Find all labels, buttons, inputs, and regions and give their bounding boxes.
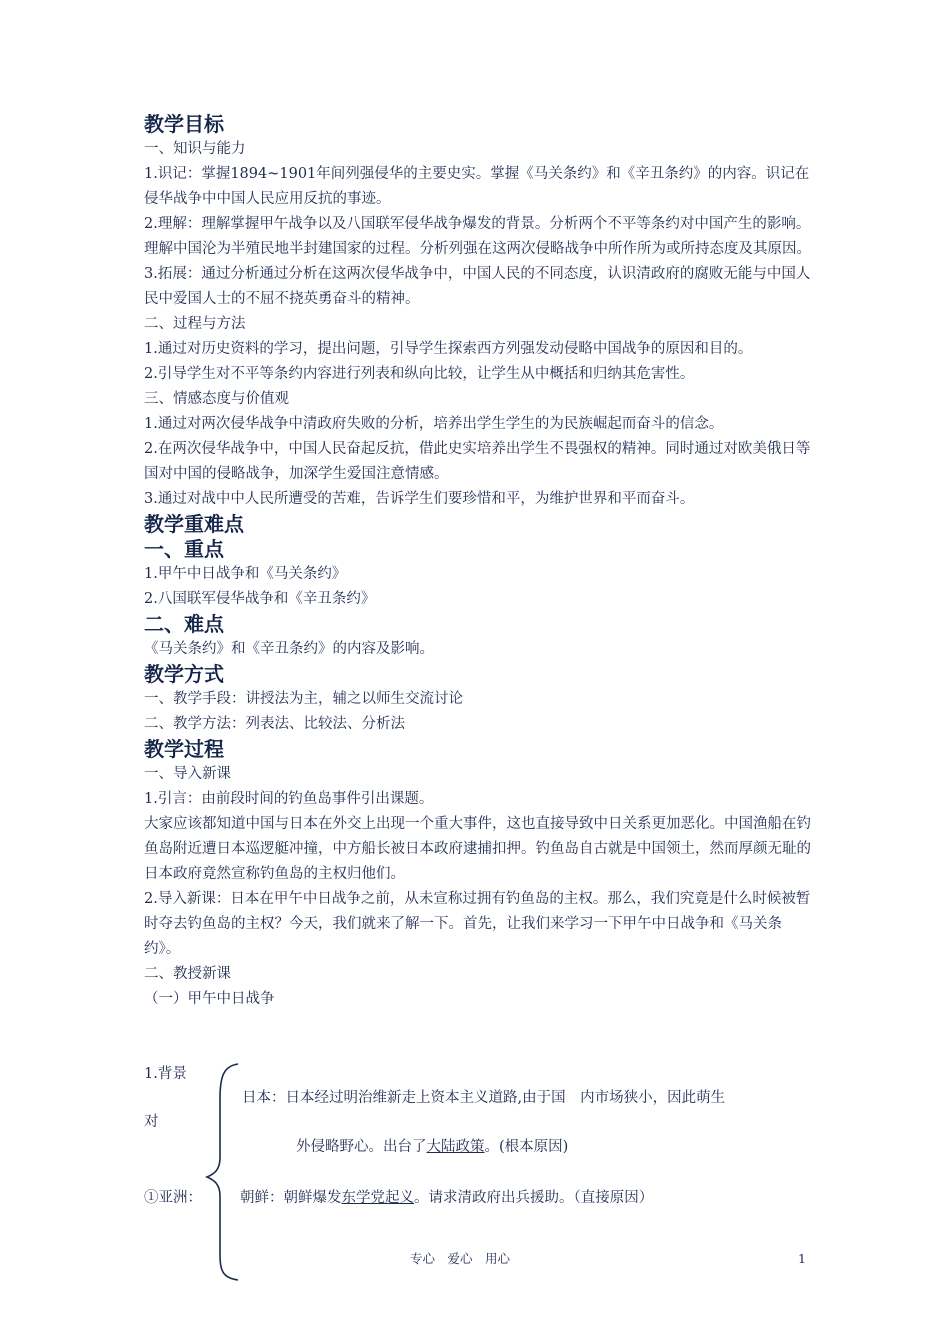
list-item: 一、教学手段：讲授法为主，辅之以师生交流讨论 xyxy=(144,691,463,707)
list-item: 二、教学方法：列表法、比较法、分析法 xyxy=(144,716,405,732)
heading-teaching-methods: 教学方式 xyxy=(144,662,224,686)
dui-char: 对 xyxy=(144,1114,159,1130)
paragraph: 3.通过对战中中人民所遭受的苦难，告诉学生们要珍惜和平，为维护世界和平而奋斗。 xyxy=(144,491,695,507)
paragraph: 1.识记：掌握1894~1901年间列强侵华的主要史实。掌握《马关条约》和《辛丑条约》的内容。识记在侵华战争中中国人民应用反抗的事迹。 xyxy=(144,166,810,207)
korea-line: 朝鲜：朝鲜爆发东学党起义。请求清政府出兵援助。（直接原因） xyxy=(240,1190,654,1206)
paragraph: 大家应该都知道中国与日本在外交上出现一个重大事件，这也直接导致中日关系更加恶化。中国渔船在钓鱼岛附近遭日本巡逻艇冲撞，中方船长被日本政府逮捕扣押。钓鱼岛自古就是中国领土，然而厚颜无耻的日本政府竟然宣称钓鱼岛的主权归他们。 xyxy=(144,816,811,882)
footer-motto: 专心 爱心 用心 xyxy=(410,1251,511,1266)
paragraph: 2.引导学生对不平等条约内容进行列表和纵向比较，让学生从中概括和归纳其危害性。 xyxy=(144,366,695,382)
paragraph: 1.通过对两次侵华战争中清政府失败的分析，培养出学生学生的为民族崛起而奋斗的信念。 xyxy=(144,416,724,432)
heading-difficulty: 二、难点 xyxy=(144,612,224,636)
subheading: 三、情感态度与价值观 xyxy=(144,391,289,407)
heading-key: 一、重点 xyxy=(144,537,224,561)
asia-label: ①亚洲： xyxy=(144,1190,202,1206)
paragraph: 3.拓展：通过分析通过分析在这两次侵华战争中，中国人民的不同态度，认识清政府的腐败无能与中国人民中爱国人士的不屈不挠英勇奋斗的精神。 xyxy=(144,266,811,307)
heading-teaching-process: 教学过程 xyxy=(144,737,224,761)
paragraph: 2.导入新课：日本在甲午中日战争之前，从未宣称过拥有钓鱼岛的主权。那么，我们究竟是什么时候被暂时夺去钓鱼岛的主权？今天，我们就来了解一下。首先，让我们来学习一下甲午中日战争和《马关条约》。 xyxy=(144,891,811,957)
continental-policy-link: 大陆政策 xyxy=(426,1139,485,1155)
heading-teaching-goals: 教学目标 xyxy=(144,112,224,136)
list-item: 1.甲午中日战争和《马关条约》 xyxy=(144,566,347,582)
subheading: 一、知识与能力 xyxy=(144,141,246,157)
donghak-uprising-link: 东学党起义 xyxy=(341,1190,414,1206)
paragraph: 1.引言：由前段时间的钓鱼岛事件引出课题。 xyxy=(144,791,434,807)
subheading: 一、导入新课 xyxy=(144,766,231,782)
paragraph: 《马关条约》和《辛丑条约》的内容及影响。 xyxy=(144,641,434,657)
paragraph: 2.理解：理解掌握甲午战争以及八国联军侵华战争爆发的背景。分析两个不平等条约对中国产生的影响。理解中国沦为半殖民地半封建国家的过程。分析列强在这两次侵略战争中所作所为或所持态度及其原因。 xyxy=(144,216,811,257)
heading-key-points: 教学重难点 xyxy=(144,512,244,536)
japan-line-2: 外侵略野心。出台了大陆政策。(根本原因) xyxy=(296,1139,569,1155)
page-footer xyxy=(0,1246,950,1271)
subheading: 二、过程与方法 xyxy=(144,316,246,332)
subheading: 二、教授新课 xyxy=(144,966,231,982)
list-item: 2.八国联军侵华战争和《辛丑条约》 xyxy=(144,591,376,607)
subheading: （一）甲午中日战争 xyxy=(144,991,275,1007)
paragraph: 2.在两次侵华战争中，中国人民奋起反抗，借此史实培养出学生不畏强权的精神。同时通过对欧美俄日等国对中国的侵略战争，加深学生爱国注意情感。 xyxy=(144,441,811,482)
japan-line-1: 日本：日本经过明治维新走上资本主义道路,由于国 内市场狭小，因此萌生 xyxy=(242,1090,726,1106)
background-label: 1.背景 xyxy=(144,1066,187,1082)
page-number: 1 xyxy=(798,1251,806,1266)
paragraph: 1.通过对历史资料的学习，提出问题，引导学生探索西方列强发动侵略中国战争的原因和目的。 xyxy=(144,341,753,357)
document-body xyxy=(144,112,814,1012)
